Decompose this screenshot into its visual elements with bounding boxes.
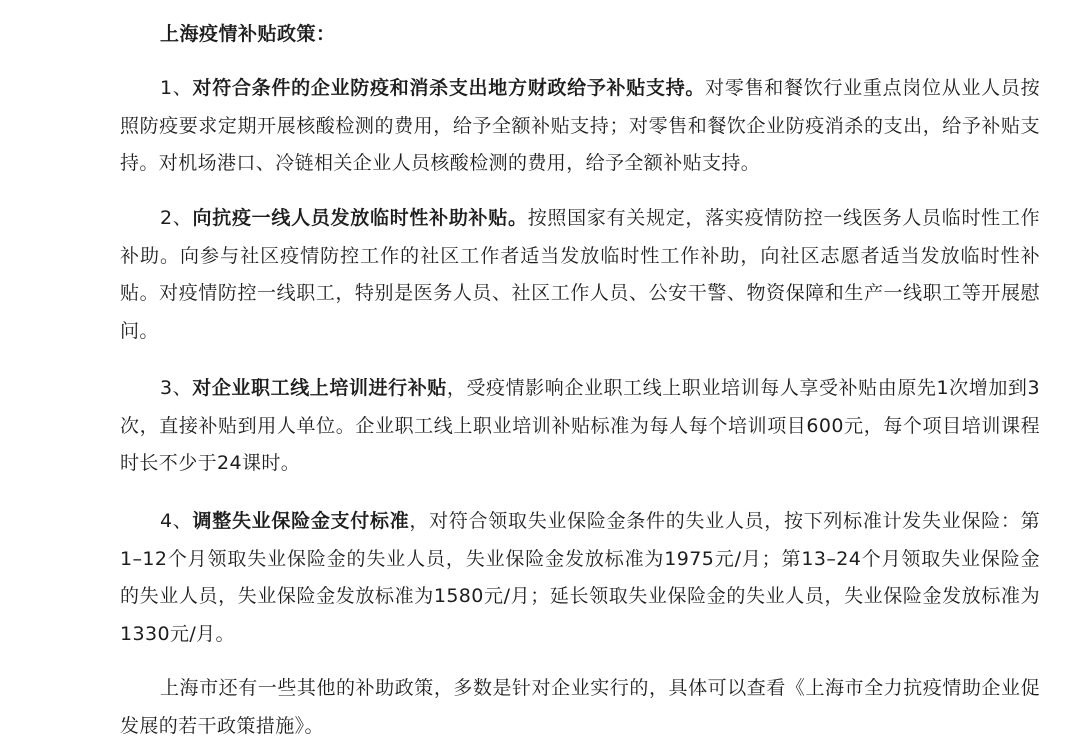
- policy-paragraph-3: [120, 370, 1040, 483]
- paragraph-heading: 对企业职工线上培训进行补贴: [192, 377, 447, 399]
- paragraph-body: ，对符合领取失业保险金条件的失业人员，按下列标准计发失业保险：第1–12个月领取失业保险金的失业人员，失业保险金发放标准为1975元/月；第13–24个月领取失业保险金的失业人员，失业保险金发放标准为1580元/月；延长领取失业保险金的失业人员，失业保险金发放标准为1330元/月。: [120, 510, 1040, 645]
- policy-paragraph-2: [120, 200, 1040, 350]
- paragraph-number: 2、: [160, 207, 193, 229]
- paragraph-heading: 对符合条件的企业防疫和消杀支出地方财政给予补贴支持。: [192, 77, 706, 99]
- paragraph-body: 按照国家有关规定，落实疫情防控一线医务人员临时性工作补助。向参与社区疫情防控工作的社区工作者适当发放临时性工作补助，向社区志愿者适当发放临时性补贴。对疫情防控一线职工，特别是医务人员、社区工作人员、公安干警、物资保障和生产一线职工等开展慰问。: [120, 207, 1040, 342]
- paragraph-heading: 向抗疫一线人员发放临时性补助补贴。: [192, 207, 528, 229]
- paragraph-body: 上海市还有一些其他的补助政策，多数是针对企业实行的，具体可以查看《上海市全力抗疫情助企业促发展的若干政策措施》。: [120, 677, 1040, 737]
- paragraph-heading: 调整失业保险金支付标准: [192, 510, 410, 532]
- policy-paragraph-4: [120, 503, 1040, 653]
- paragraph-number: 1、: [160, 77, 193, 99]
- paragraph-number: 4、: [160, 510, 193, 532]
- paragraph-number: 3、: [160, 377, 193, 399]
- paragraph-body: ，受疫情影响企业职工线上职业培训每人享受补贴由原先1次增加到3次，直接补贴到用人单位。企业职工线上职业培训补贴标准为每人每个培训项目600元，每个项目培训课程时长不少于24课时。: [120, 377, 1040, 474]
- closing-paragraph: [120, 670, 1040, 745]
- paragraph-body: 对零售和餐饮行业重点岗位从业人员按照防疫要求定期开展核酸检测的费用，给予全额补贴支持；对零售和餐饮企业防疫消杀的支出，给予补贴支持。对机场港口、冷链相关企业人员核酸检测的费用，给予全额补贴支持。: [120, 77, 1040, 174]
- policy-paragraph-1: [120, 70, 1040, 183]
- document-title: 上海疫情补贴政策：: [160, 23, 336, 45]
